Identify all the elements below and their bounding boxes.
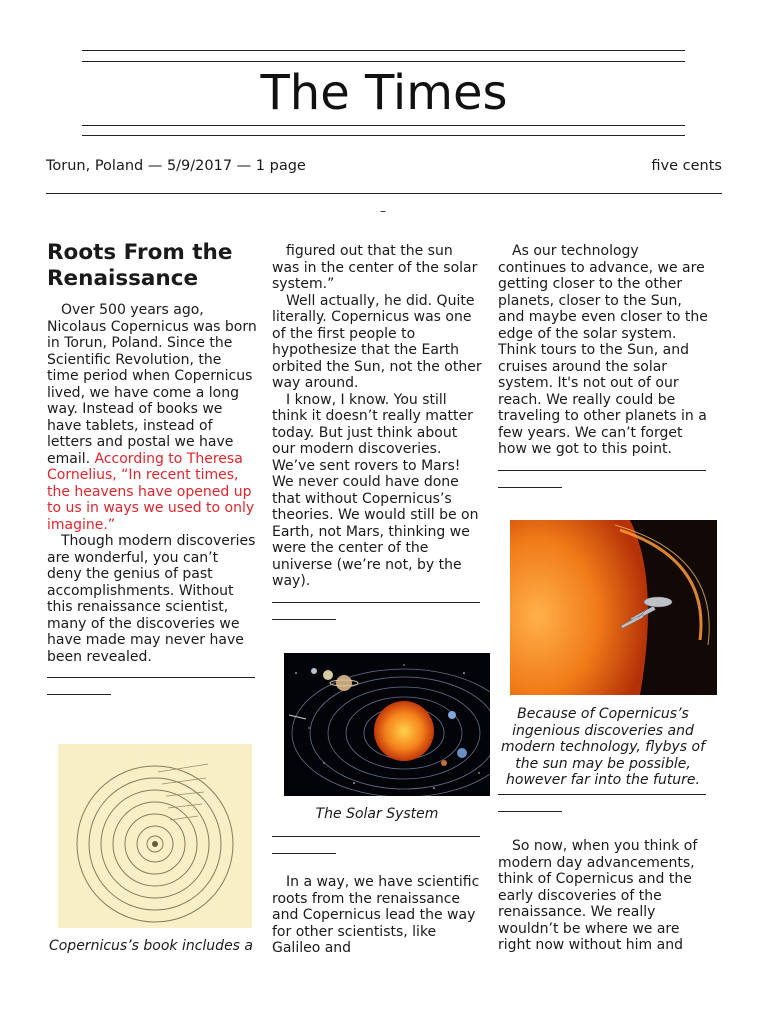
col1-paragraph-2: Though modern discoveries are wonderful, you can’t deny the genius of past accomplishments. Without this renaissance scientist, many of the discoveries we have made may never have been revealed. xyxy=(47,533,256,665)
col3-separator xyxy=(498,462,710,488)
col2-paragraph-1: figured out that the sun was in the center of the solar system.” xyxy=(272,243,478,292)
copernicus-diagram-image xyxy=(58,744,252,928)
col1-paragraph-1 xyxy=(47,302,257,533)
masthead-rule-bottom-2 xyxy=(82,135,685,136)
masthead-title: The Times xyxy=(260,65,508,121)
dateline-rule xyxy=(46,193,722,194)
masthead-rule-bottom-1 xyxy=(82,125,685,126)
solar-system-image xyxy=(284,653,490,796)
column-3 xyxy=(498,243,710,488)
col3-separator-2 xyxy=(498,786,710,812)
col3-image-caption: Because of Copernicus’s ingenious discoveries and modern technology, flybys of the sun may be possible, however far into the future. xyxy=(500,706,706,788)
dateline: Torun, Poland — 5/9/2017 — 1 page xyxy=(46,158,306,174)
col2-separator xyxy=(272,594,484,620)
masthead-rule-top-1 xyxy=(82,50,685,51)
col2-paragraph-3: I know, I know. You still think it doesn’t really matter today. But just think about our modern discoveries. We’ve sent rovers to Mars! We never could have done that without Copernicus’s theories. We would still be on Earth, not Mars, thinking we were the center of the universe (we’re not, by the way). xyxy=(272,391,479,589)
col2-separator-2 xyxy=(272,828,484,854)
col2-paragraph-4: In a way, we have scientific roots from the renaissance and Copernicus lead the way for other scientists, like Galileo and xyxy=(272,874,480,956)
col2-image-caption: The Solar System xyxy=(315,806,439,822)
column-2 xyxy=(272,243,484,620)
dateline-dash: – xyxy=(380,204,386,218)
col1-p1-text: Over 500 years ago, Nicolaus Copernicus was born in Torun, Poland. Since the Scientific Revolution, the time period when Copernicus lived, we have come a long way. Instead of books we have tablets, instead of letters and postal we have email. xyxy=(47,302,257,467)
sun-flyby-image xyxy=(510,520,717,695)
column-2-continued xyxy=(272,828,484,957)
col1-image-caption: Copernicus’s book includes a xyxy=(48,938,254,954)
article-headline: Roots From the Renaissance xyxy=(47,240,233,291)
col1-quote: According to Theresa Cornelius, “In recent times, the heavens have opened up to us in ways we used to only imagine.” xyxy=(47,450,255,533)
col2-paragraph-2: Well actually, he did. Quite literally. Copernicus was one of the first people to hypothesize that the Earth orbited the Sun, not the other way around. xyxy=(272,292,482,391)
col3-paragraph-1: As our technology continues to advance, we are getting closer to the other planets, closer to the Sun, and maybe even closer to the edge of the solar system. Think tours to the Sun, and cruises around the solar system. It's not out of our reach. We really could be traveling to other planets in a few years. We can’t forget how we got to this point. xyxy=(498,243,708,457)
col1-separator xyxy=(47,669,257,695)
column-3-continued xyxy=(498,786,710,954)
col3-paragraph-2: So now, when you think of modern day advancements, think of Copernicus and the early discoveries of the renaissance. We really wouldn’t be where we are right now without him and xyxy=(498,838,698,953)
price: five cents xyxy=(651,158,722,174)
column-1 xyxy=(47,240,257,695)
